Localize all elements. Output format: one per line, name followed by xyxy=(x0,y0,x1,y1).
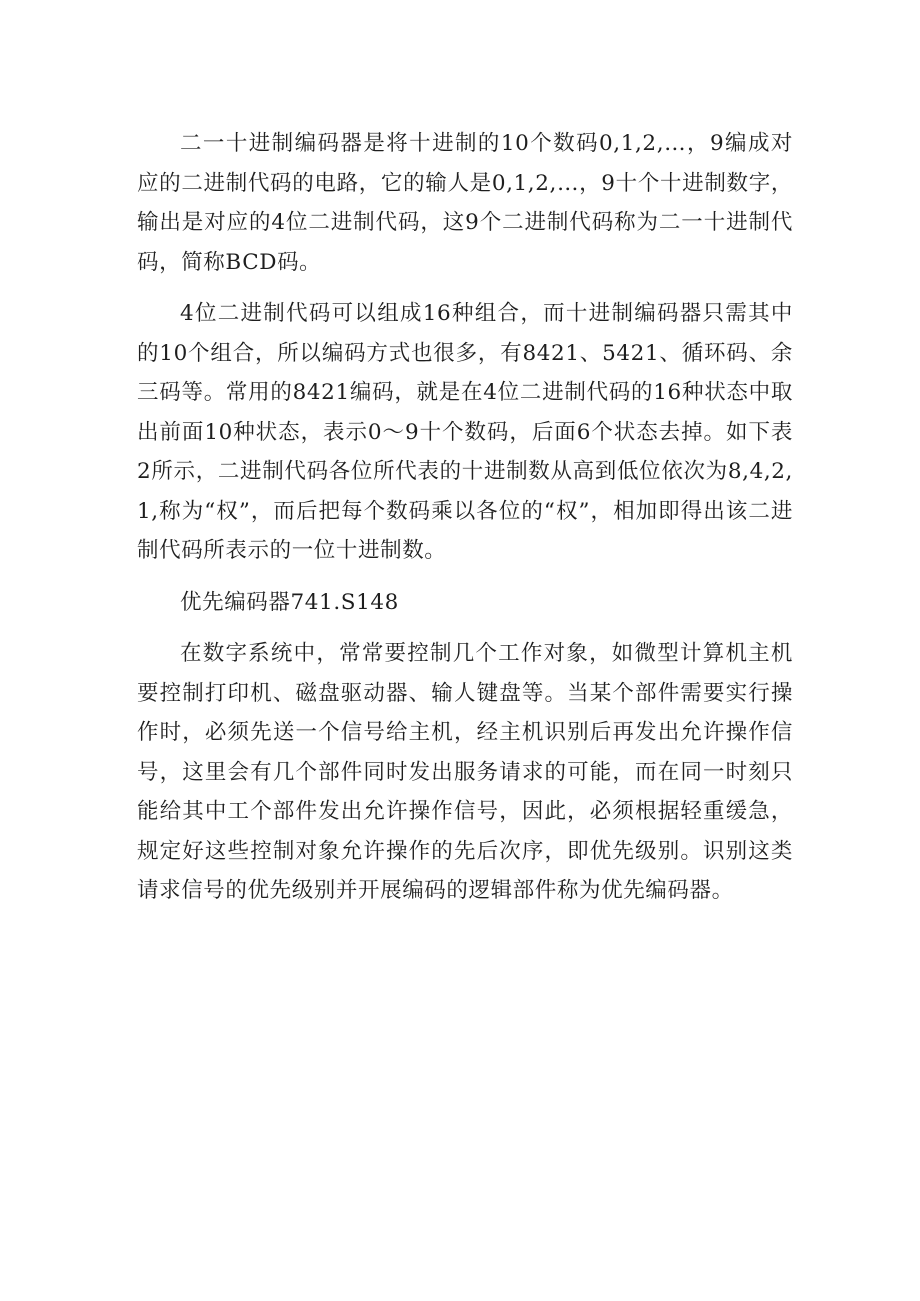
paragraph-priority-encoder: 在数字系统中，常常要控制几个工作对象，如微型计算机主机要控制打印机、磁盘驱动器、输人键盘等。当某个部件需要实行操作时，必须先送一个信号给主机，经主机识别后再发出允许操作信号，这里会有几个部件同时发出服务请求的可能，而在同一时刻只能给其中工个部件发出允许操作信号，因此，必须根据轻重缓急，规定好这些控制对象允许操作的先后次序，即优先级别。识别这类请求信号的优先级别并开展编码的逻辑部件称为优先编码器。 xyxy=(137,641,793,903)
section-heading-priority-encoder: 优先编码器741.S148 xyxy=(180,589,399,615)
paragraph-bcd-encoder: 二一十进制编码器是将十进制的10个数码0,1,2,…，9编成对应的二进制代码的电路，它的输人是0,1,2,…，9十个十进制数字，输出是对应的4位二进制代码，这9个二进制代码称为二一十进制代码，简称BCD码。 xyxy=(137,131,793,275)
paragraph-8421-code: 4位二进制代码可以组成16种组合，而十进制编码器只需其中的10个组合，所以编码方式也很多，有8421、5421、循环码、余三码等。常用的8421编码，就是在4位二进制代码的16种状态中取出前面10种状态，表示0～9十个数码，后面6个状态去掉。如下表2所示，二进制代码各位所代表的十进制数从高到低位依次为8,4,2,1,称为“权”，而后把每个数码乘以各位的“权”，相加即得出该二进制代码所表示的一位十进制数。 xyxy=(137,301,793,563)
document-body xyxy=(137,124,793,923)
